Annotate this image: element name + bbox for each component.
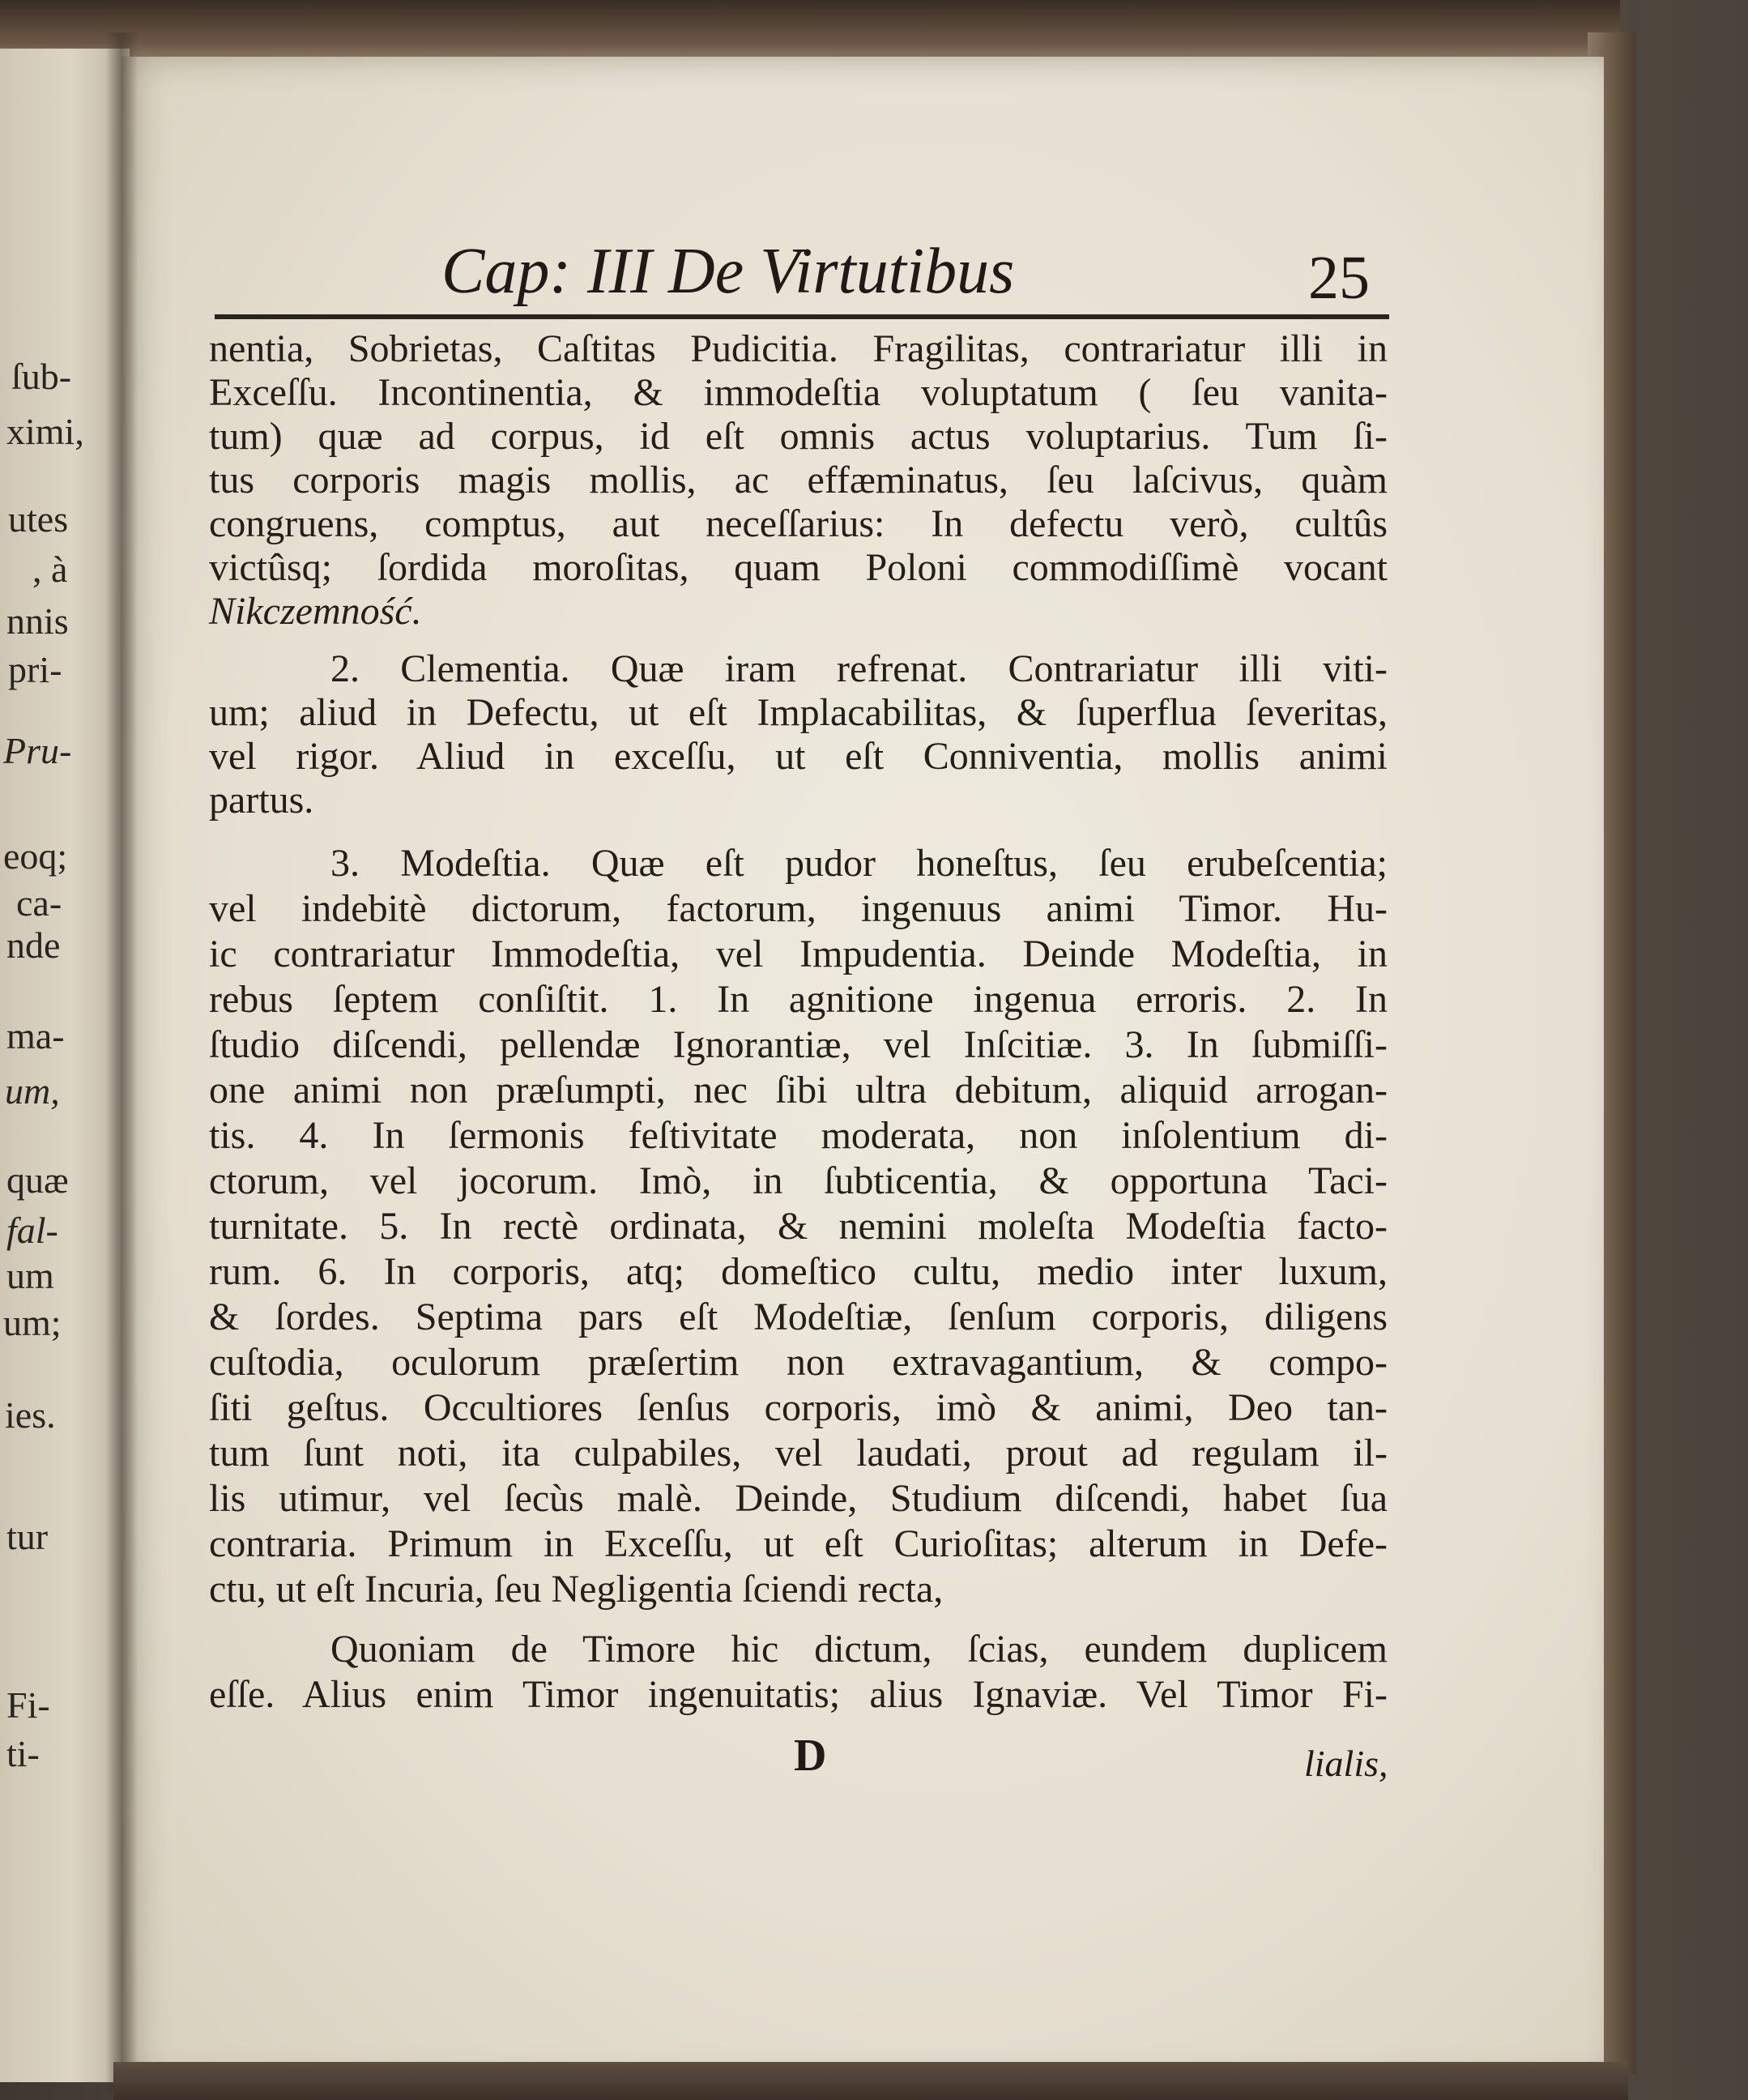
text-line: tis. 4. In ſermonis feſtivitate moderata, non inſolentium di-: [209, 1114, 1388, 1157]
text-line: ſiti geſtus. Occultiores ſenſus corporis, imò & animi, Deo tan-: [209, 1386, 1388, 1429]
left-fragment: nnis: [6, 600, 69, 642]
page-number: 25: [1308, 244, 1370, 312]
text-line: Quoniam de Timore hic dictum, ſcias, eundem duplicem: [330, 1628, 1388, 1671]
text-line: congruens, comptus, aut neceſſarius: In defectu verò, cultûs: [209, 502, 1388, 545]
left-fragment: nde: [6, 924, 61, 966]
header-rule: [215, 314, 1389, 319]
text-line: lis utimur, vel ſecùs malè. Deinde, Studium diſcendi, habet ſua: [209, 1477, 1388, 1520]
signature-mark: D: [794, 1731, 827, 1781]
text-line: cuſtodia, oculorum præſertim non extravagantium, & compo-: [209, 1341, 1388, 1384]
left-fragment: ti-: [6, 1733, 40, 1774]
text-line: um; aliud in Defectu, ut eſt Implacabilitas, & ſuperflua ſeveritas,: [209, 691, 1388, 734]
left-fragment: ca-: [16, 882, 62, 924]
text-line: ſtudio diſcendi, pellendæ Ignorantiæ, vel Inſcitiæ. 3. In ſubmiſſi-: [209, 1023, 1388, 1066]
text-line: 2. Clementia. Quæ iram refrenat. Contrariatur illi viti-: [330, 647, 1388, 690]
left-fragment: utes: [8, 498, 69, 540]
left-fragment: , à: [32, 548, 68, 590]
text-line: tus corporis magis mollis, ac effæminatus, ſeu laſcivus, quàm: [209, 459, 1388, 502]
text-line: turnitate. 5. In rectè ordinata, & nemini moleſta Modeſtia facto-: [209, 1205, 1388, 1248]
left-fragment: eoq;: [3, 835, 68, 877]
left-fragment: ma-: [6, 1015, 65, 1056]
left-fragment: ſub-: [11, 356, 72, 397]
text-line: one animi non præſumpti, nec ſibi ultra debitum, aliquid arrogan-: [209, 1069, 1388, 1112]
text-line: tum) quæ ad corpus, id eſt omnis actus voluptarius. Tum ſi-: [209, 415, 1388, 458]
text-line: partus.: [209, 779, 314, 822]
left-fragment: fal-: [6, 1210, 58, 1251]
book-top-edge: [0, 0, 1620, 61]
left-fragment: quæ: [6, 1159, 69, 1201]
left-fragment: ximi,: [6, 411, 84, 452]
text-line: nentia, Sobrietas, Caſtitas Pudicitia. Fragilitas, contrariatur illi in: [209, 327, 1388, 370]
left-fragment: um,: [5, 1070, 60, 1112]
catchword: lialis,: [1304, 1743, 1388, 1784]
text-line: 3. Modeſtia. Quæ eſt pudor honeſtus, ſeu erubeſcentia;: [330, 842, 1388, 885]
text-line: victûsq; ſordida moroſitas, quam Poloni commodiſſimè vocant: [209, 546, 1388, 589]
left-fragment: um: [6, 1255, 54, 1296]
text-line: & ſordes. Septima pars eſt Modeſtiæ, ſenſum corporis, diligens: [209, 1295, 1388, 1338]
text-line: eſſe. Alius enim Timor ingenuitatis; alius Ignaviæ. Vel Timor Fi-: [209, 1673, 1388, 1716]
text-line: vel rigor. Aliud in exceſſu, ut eſt Conniventia, mollis animi: [209, 735, 1388, 778]
left-fragment: Pru-: [3, 730, 72, 771]
book-bottom-edge: [113, 2062, 1628, 2100]
left-fragment: Fi-: [6, 1684, 50, 1726]
text-line: contraria. Primum in Exceſſu, ut eſt Curioſitas; alterum in Defe-: [209, 1522, 1388, 1565]
left-fragment: pri-: [8, 649, 62, 690]
text-line: Exceſſu. Incontinentia, & immodeſtia voluptatum ( ſeu vanita-: [209, 371, 1388, 414]
left-fragment: tur: [6, 1516, 49, 1557]
text-line: ctu, ut eſt Incuria, ſeu Negligentia ſciendi recta,: [209, 1568, 944, 1611]
left-fragment: ies.: [5, 1394, 56, 1436]
text-line: rum. 6. In corporis, atq; domeſtico cultu, medio inter luxum,: [209, 1250, 1388, 1293]
text-line: Nikczemność.: [209, 590, 422, 633]
text-line: rebus ſeptem conſiſtit. 1. In agnitione ingenua erroris. 2. In: [209, 978, 1388, 1021]
running-head: Cap: III De Virtutibus: [441, 236, 1015, 307]
text-line: ctorum, vel jocorum. Imò, in ſubticentia, & opportuna Taci-: [209, 1159, 1388, 1202]
left-fragment: um;: [3, 1302, 62, 1343]
text-line: tum ſunt noti, ita culpabiles, vel laudati, prout ad regulam il-: [209, 1432, 1388, 1475]
gutter-shadow: [105, 32, 138, 2090]
text-line: vel indebitè dictorum, factorum, ingenuus animi Timor. Hu-: [209, 887, 1388, 930]
text-line: ic contrariatur Immodeſtia, vel Impudentia. Deinde Modeſtia, in: [209, 933, 1388, 975]
